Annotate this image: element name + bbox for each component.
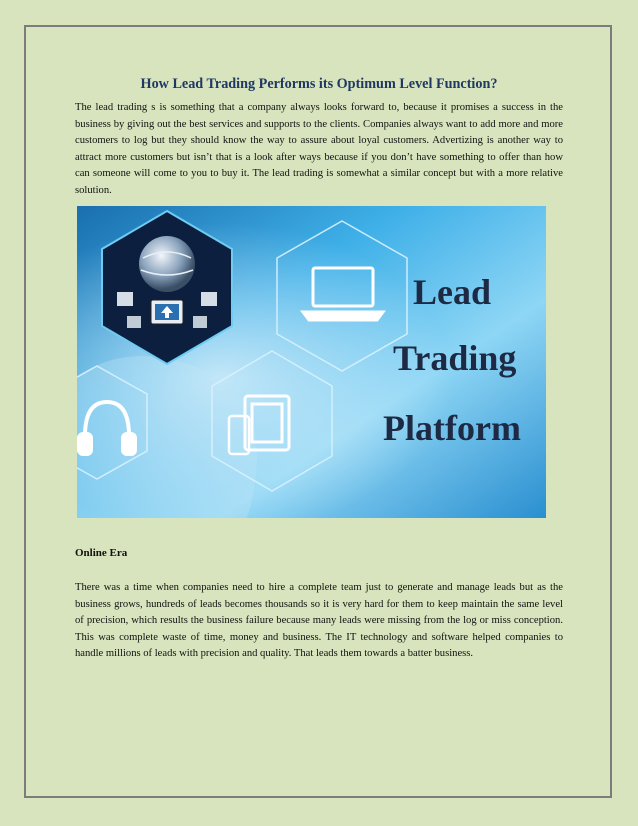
- intro-paragraph: The lead trading s is something that a company always looks forward to, because it promises a success in the business by giving out the best services and supports to the clients. Companies always want to add more and more customers to log but they should know the way to assure about loyal customers. Advertizing is another way to attract more customers but isn’t that is a look after ways because if you don’t have something to offer than how can someone will come to you to buy it. The lead trading is somewhat a similar concept but with a more relative solution.: [75, 102, 563, 196]
- hero-text-lead: Lead: [413, 272, 492, 312]
- hero-text-trading: Trading: [393, 338, 517, 378]
- section-heading: Online Era: [75, 547, 128, 559]
- hero-text-platform: Platform: [383, 408, 521, 448]
- article-title: How Lead Trading Performs its Optimum Level Function?: [140, 76, 498, 92]
- section-paragraph: There was a time when companies need to hire a complete team just to generate and manage leads but as the business grows, hundreds of leads becomes thousands so it is very hard for them to keep maintain the same level of precision, which results the business failure because many leads were missing from the log or miss conception. This was complete waste of time, money and business. The IT technology and software helped companies to handle millions of leads with precision and quality. That leads them towards a batter business.: [75, 582, 563, 659]
- hero-image: [77, 206, 546, 518]
